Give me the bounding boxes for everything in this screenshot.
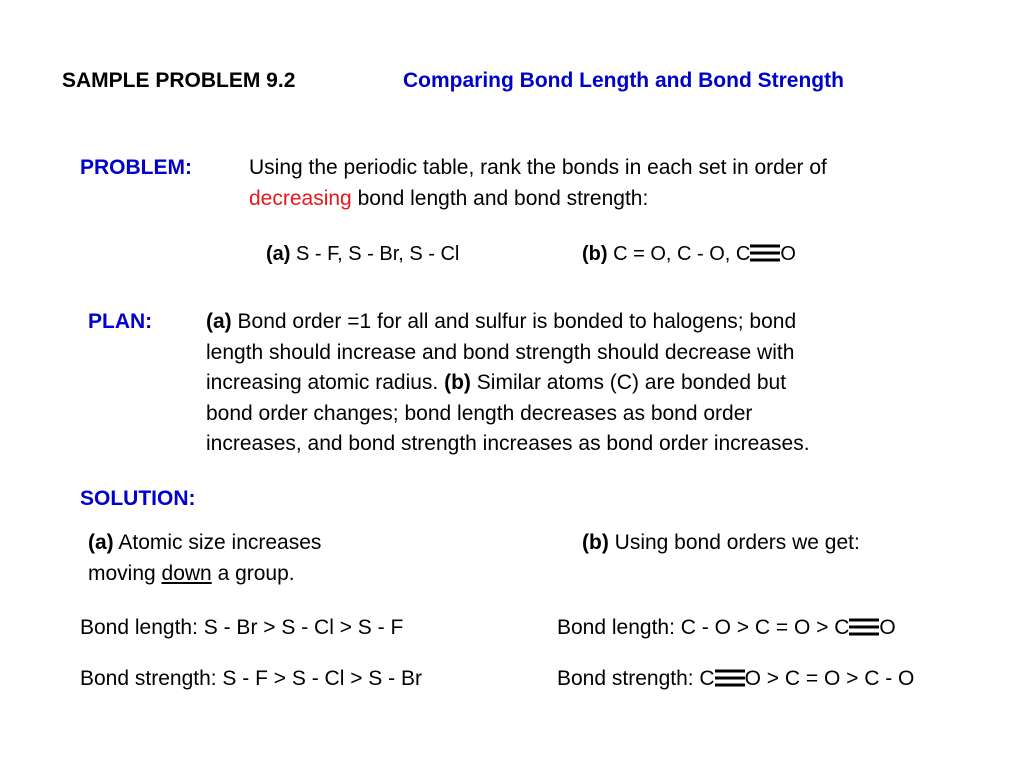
problem-set-b [582, 239, 796, 269]
decreasing-highlight: decreasing [249, 186, 352, 210]
plan-label: PLAN: [88, 310, 153, 333]
sample-problem-label: SAMPLE PROBLEM 9.2 [62, 69, 296, 92]
set-b-prefix: C = O, C - O, C [607, 243, 751, 265]
plan-line-5: increases, and bond strength increases as bond order increases. [206, 432, 810, 455]
solution-a-line-2-pre: moving [88, 561, 162, 585]
plan-line-1 [206, 307, 810, 338]
solution-a [88, 528, 321, 589]
solution-a-line-2-post: a group. [211, 561, 295, 585]
plan-line-3-pre: increasing atomic radius. [206, 371, 445, 394]
triple-bond-icon [750, 243, 780, 263]
plan-line-4: bond order changes; bond length decreases as bond order [206, 401, 753, 425]
bond-strength-b-pre: Bond strength: C [557, 667, 715, 690]
solution-b [582, 528, 860, 558]
set-a-text: S - F, S - Br, S - Cl [290, 243, 460, 265]
set-b-suffix: O [780, 243, 796, 265]
triple-bond-icon [849, 617, 879, 637]
problem-label: PROBLEM: [80, 156, 192, 179]
problem-set-a [266, 239, 459, 269]
bond-length-b-pre: Bond length: C - O > C = O > C [557, 616, 850, 639]
bond-strength-b [557, 664, 914, 694]
bond-strength-b-post: O > C = O > C - O [744, 667, 915, 690]
solution-label: SOLUTION: [80, 487, 196, 510]
solution-a-line-2 [88, 559, 321, 590]
bond-strength-a: Bond strength: S - F > S - Cl > S - Br [80, 667, 422, 690]
page-title: Comparing Bond Length and Bond Strength [403, 69, 844, 92]
plan-line-3 [206, 368, 810, 399]
solution-b-label: (b) [582, 531, 609, 554]
bond-length-a: Bond length: S - Br > S - Cl > S - F [80, 616, 404, 639]
problem-line-2-rest: bond length and bond strength: [351, 186, 649, 210]
set-a-label: (a) [266, 243, 291, 265]
bond-length-b [557, 613, 896, 643]
triple-bond-icon [715, 668, 745, 688]
plan-line-2: length should increase and bond strength should decrease with [206, 340, 795, 364]
problem-line-2 [249, 184, 827, 215]
solution-b-text: Using bond orders we get: [608, 531, 860, 554]
plan-b-label: (b) [444, 371, 471, 394]
plan-a-label: (a) [206, 310, 232, 333]
plan-line-1-rest: Bond order =1 for all and sulfur is bonded to halogens; bond [231, 310, 797, 333]
problem-line-1: Using the periodic table, rank the bonds in each set in order of [249, 156, 827, 179]
plan-text [206, 307, 810, 460]
solution-a-label: (a) [88, 531, 114, 554]
problem-statement [249, 153, 827, 214]
plan-line-3-post: Similar atoms (C) are bonded but [470, 371, 787, 394]
set-b-label: (b) [582, 243, 608, 265]
solution-a-line-1 [88, 528, 321, 559]
down-underlined: down [161, 561, 212, 585]
bond-length-b-post: O [879, 616, 896, 639]
solution-a-line-1-text: Atomic size increases [113, 531, 322, 554]
